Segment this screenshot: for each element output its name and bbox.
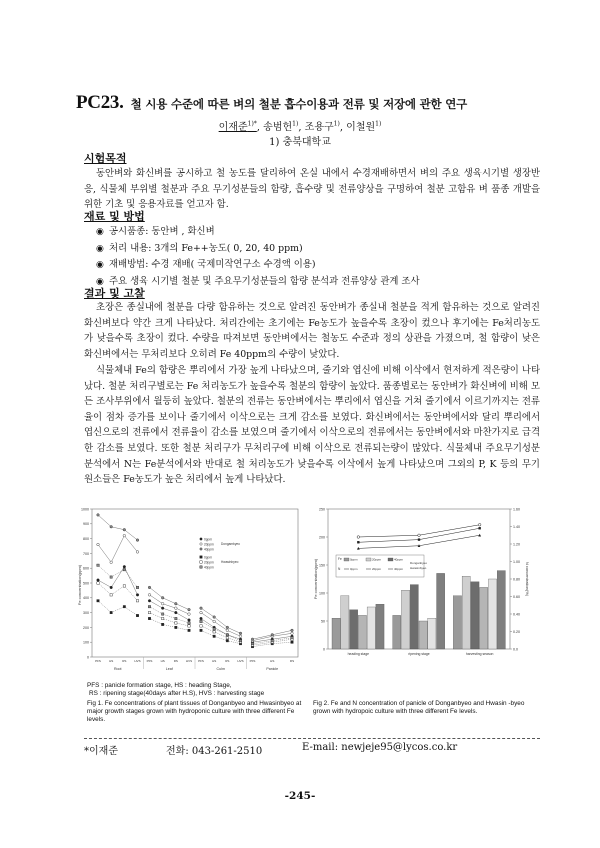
fig2-ytick-right-label: 1.20 bbox=[513, 542, 520, 547]
fig1-data-point bbox=[123, 534, 126, 537]
fig1-data-point bbox=[97, 514, 100, 517]
fig1-legend-marker bbox=[200, 556, 202, 558]
fig1-stage-label: RS bbox=[122, 659, 127, 663]
figure-1-caption: Fig 1. Fe concentrations of plant tissues of Donganbyeo and Hwasinbyeo at major growth stages grown with hydroponic culture with three different Fe levels. bbox=[87, 700, 302, 723]
fig1-data-point bbox=[226, 634, 228, 636]
bullet-icon: ◉ bbox=[96, 276, 104, 287]
fig2-ytick-right-label: 0.60 bbox=[513, 594, 520, 599]
fig2-bar bbox=[358, 615, 366, 649]
fig1-data-point bbox=[251, 638, 254, 641]
section-heading-methods: 재료 및 방법 bbox=[84, 210, 145, 223]
fig1-group-label: Root bbox=[113, 667, 122, 671]
fig1-data-point bbox=[110, 561, 113, 564]
fig2-legend-swatch bbox=[388, 558, 393, 561]
fig1-legend-label: 40ppm bbox=[204, 547, 214, 552]
figure-2-chart bbox=[312, 505, 530, 667]
bullet-icon: ◉ bbox=[96, 243, 104, 254]
fig1-group-label: Leaf bbox=[165, 667, 173, 671]
fig1-data-point bbox=[200, 620, 202, 622]
figure-note-line: PFS : panicle formation stage, HS : heading Stage, bbox=[87, 682, 232, 689]
fig1-legend-group: Hwasinbyeo bbox=[221, 560, 239, 564]
fig1-ytick-label: 0 bbox=[87, 655, 89, 660]
fig1-data-point bbox=[239, 632, 242, 635]
fig1-data-point bbox=[188, 622, 190, 624]
fig1-stage-label: HS bbox=[109, 659, 114, 663]
fig1-data-point bbox=[200, 607, 203, 610]
fig1-legend-marker bbox=[200, 561, 202, 563]
fig1-series-line bbox=[201, 613, 241, 637]
figure-2-caption: Fig 2. Fe and N concentration of panicle of Donganbyeo and Hwasin -byeo grown with hydropoic culture with three different Fe levels. bbox=[313, 700, 525, 715]
fig1-data-point bbox=[226, 629, 229, 632]
fig1-ytick-label: 200 bbox=[83, 625, 89, 630]
fig2-ylabel-left: Fe concentration(ppm) bbox=[313, 558, 318, 600]
fig1-series-line bbox=[150, 587, 190, 609]
fig1-data-point bbox=[110, 576, 112, 578]
page-number: -245- bbox=[284, 790, 316, 802]
author-second-sup: 1) bbox=[292, 120, 299, 128]
fig1-plot-frame bbox=[92, 509, 298, 657]
figure-notes bbox=[87, 682, 264, 698]
fig2-bar bbox=[393, 615, 401, 649]
fig1-ytick-label: 500 bbox=[83, 581, 89, 586]
fig1-legend-group: Dongambyeo bbox=[221, 542, 240, 546]
author-second: , 송범헌 bbox=[256, 122, 293, 133]
author-third-sup: 1) bbox=[333, 120, 340, 128]
fig1-stage-label: HVS bbox=[134, 659, 141, 663]
fig1-stage-label: RS bbox=[173, 659, 178, 663]
fig1-data-point bbox=[110, 525, 113, 528]
fig1-data-point bbox=[271, 640, 273, 642]
fig2-legend-label: 20ppm bbox=[372, 557, 382, 562]
fig1-stage-label: PFS bbox=[198, 659, 204, 663]
fig1-data-point bbox=[226, 626, 229, 629]
fig1-data-point bbox=[175, 602, 178, 605]
fig2-ytick-left-label: 100 bbox=[319, 591, 325, 596]
fig1-series-line bbox=[98, 515, 138, 540]
fig1-stage-label: HS bbox=[160, 659, 165, 663]
bullet-icon: ◉ bbox=[96, 260, 104, 271]
fig1-data-point bbox=[148, 605, 150, 607]
fig1-data-point bbox=[136, 539, 139, 542]
fig1-data-point bbox=[200, 629, 202, 631]
fig1-series-line bbox=[201, 626, 241, 642]
fig2-ylabel-right: N concentration(%) bbox=[525, 561, 530, 597]
fig1-data-point bbox=[110, 594, 112, 596]
fig1-stage-label: HS bbox=[212, 659, 217, 663]
fig1-data-point bbox=[123, 565, 126, 568]
fig2-ytick-left-label: 50 bbox=[321, 619, 325, 624]
fig1-data-point bbox=[161, 613, 163, 615]
fig1-series-line bbox=[98, 536, 138, 563]
fig1-ytick-label: 800 bbox=[83, 537, 89, 541]
affiliation: 1) 충북대학교 bbox=[269, 137, 331, 148]
fig1-legend-label: 20ppm bbox=[204, 560, 214, 565]
fig2-n-point bbox=[418, 534, 421, 537]
fig1-group-label: Panicle bbox=[266, 667, 279, 671]
fig2-ytick-right-label: 0.20 bbox=[513, 629, 520, 634]
fig1-series-line bbox=[98, 601, 138, 616]
purpose-paragraph: 동안벼와 화신벼를 공시하고 철 농도를 달리하여 온실 내에서 수경재배하면서 벼의 주요 생육시기별 생장반응, 식물체 부위별 철분과 주요 무기성분들의 함량, 흡수량 및 전류양상을 구명하여 철분 고함유 벼 품종 개발을 위한 기초 및 응용자료를 얻고자 함. bbox=[84, 168, 540, 211]
fig2-ytick-right-label: 1.40 bbox=[513, 524, 520, 529]
fig1-stage-label: HS bbox=[270, 659, 275, 663]
fig2-bar bbox=[376, 604, 384, 649]
list-item bbox=[96, 257, 536, 274]
fig1-data-point bbox=[148, 611, 150, 613]
fig1-data-point bbox=[136, 586, 138, 588]
fig1-series-line bbox=[150, 595, 190, 614]
list-item-text: 처리 내용: 3개의 Fe++농도( 0, 20, 40 ppm) bbox=[109, 242, 303, 254]
author-first-name: 이재준 bbox=[218, 122, 248, 133]
fig1-legend-label: 40ppm bbox=[204, 565, 214, 570]
section-heading-results: 결과 및 고찰 bbox=[84, 287, 145, 300]
fig2-legend-variety: Hwasinbyeo bbox=[410, 566, 427, 570]
fig2-legend-label: 40ppm bbox=[394, 557, 404, 562]
fig1-legend-marker bbox=[200, 538, 202, 540]
fig1-ytick-label: 400 bbox=[83, 596, 89, 601]
fig1-series-line bbox=[98, 565, 138, 587]
fig1-data-point bbox=[251, 642, 253, 644]
author-first bbox=[219, 122, 257, 133]
list-item-text: 주요 생육 시기별 철분 및 주요무기성분들의 함량 분석과 전류양상 관계 조사 bbox=[109, 275, 420, 287]
results-paragraph-1: 초장은 종실내에 철분을 다량 함유하는 것으로 알려진 동안벼가 종실내 철분을 적게 함유하는 것으로 알려진 화신벼보다 약간 크게 나타났다. 처리간에는 초기에는 Fe농도가 높을수록 초장이 컸으나 후기에는 Fe처리농도가 낮을수록 초장이 컸다. 수량을 따져보면 동안벼에서는 철농도 수준과 정의 상관을 가졌으며, 철 함량이 낮은 화신벼에서는 무처리보다 오히려 Fe 40ppm의 수량이 낮았다. bbox=[84, 302, 540, 360]
fig1-legend-label: 0ppm bbox=[204, 537, 212, 542]
fig1-data-point bbox=[148, 617, 150, 619]
fig2-ytick-right-label: 1.00 bbox=[513, 559, 520, 564]
title-text: 철 시용 수준에 따른 벼의 철분 흡수이용과 전류 및 저장에 관한 연구 bbox=[130, 97, 468, 111]
section-heading-purpose: 시험목적 bbox=[84, 152, 127, 165]
fig2-bar bbox=[497, 571, 505, 649]
fig1-series-line bbox=[150, 601, 190, 620]
fig1-data-point bbox=[188, 625, 190, 627]
fig2-bar bbox=[480, 587, 488, 649]
figure-1-chart bbox=[76, 505, 300, 677]
fig1-data-point bbox=[136, 551, 139, 554]
fig1-series-line bbox=[201, 608, 241, 633]
fig1-data-point bbox=[213, 635, 215, 637]
fig1-data-point bbox=[123, 568, 125, 570]
fig2-ytick-left-label: 250 bbox=[319, 507, 325, 512]
contact-name: *이재준 bbox=[84, 746, 118, 757]
fig1-data-point bbox=[97, 600, 99, 602]
fig1-stage-label: PFS bbox=[95, 659, 101, 663]
list-item bbox=[96, 241, 536, 258]
contact-email: E-mail: newjeje95@lycos.co.kr bbox=[302, 742, 458, 753]
fig1-data-point bbox=[175, 607, 178, 610]
list-item-text: 공시품종: 동안벼 , 화신벼 bbox=[109, 226, 215, 237]
fig1-series-line bbox=[201, 619, 241, 640]
fig1-data-point bbox=[161, 602, 164, 605]
fig1-data-point bbox=[200, 617, 203, 620]
author-first-sup: 1)* bbox=[247, 120, 257, 128]
list-item-text: 재배방법: 수경 재배( 국제미작연구소 수경액 이용) bbox=[109, 259, 316, 271]
fig1-ytick-label: 900 bbox=[83, 522, 89, 527]
fig1-stage-label: PFS bbox=[249, 659, 256, 663]
fig1-data-point bbox=[291, 641, 293, 643]
fig1-legend-marker bbox=[200, 543, 202, 545]
fig1-stage-label: RS bbox=[289, 659, 295, 663]
fig1-data-point bbox=[123, 585, 125, 587]
fig2-legend-label: 0ppm bbox=[350, 567, 358, 572]
fig2-bar bbox=[367, 607, 375, 649]
fig1-stage-label: HVS bbox=[185, 659, 193, 663]
list-item bbox=[96, 274, 536, 291]
fig1-legend-marker bbox=[200, 566, 202, 568]
fig1-data-point bbox=[136, 614, 138, 616]
fig2-bar bbox=[341, 596, 349, 649]
fig2-n-point bbox=[418, 538, 420, 540]
fig1-legend-marker bbox=[200, 548, 202, 550]
fig1-data-point bbox=[97, 582, 99, 584]
fig2-bar bbox=[437, 573, 445, 649]
fig1-data-point bbox=[175, 617, 177, 619]
fig2-legend-variety: Donganbyeo bbox=[410, 561, 428, 565]
fig2-bar bbox=[471, 582, 479, 649]
fig1-data-point bbox=[161, 623, 163, 625]
fig1-data-point bbox=[291, 632, 294, 635]
fig1-stage-label: HVS bbox=[237, 659, 244, 663]
fig1-data-point bbox=[188, 608, 191, 611]
fig1-data-point bbox=[161, 607, 164, 610]
bullet-icon: ◉ bbox=[96, 227, 104, 237]
fig2-ytick-right-label: 0.40 bbox=[513, 612, 520, 617]
contact-phone: 전화: 043-261-2510 bbox=[166, 746, 263, 757]
fig1-data-point bbox=[148, 599, 151, 602]
fig1-data-point bbox=[175, 622, 177, 624]
fig1-data-point bbox=[161, 597, 164, 600]
fig2-legend-swatch bbox=[344, 558, 349, 561]
fig1-series-line bbox=[201, 630, 241, 643]
fig1-data-point bbox=[175, 611, 178, 614]
fig2-legend-title: Fe bbox=[338, 557, 342, 561]
fig2-bar bbox=[419, 621, 427, 649]
fig2-ytick-right-label: 1.60 bbox=[513, 507, 520, 512]
fig2-legend-label: 0ppm bbox=[350, 557, 358, 562]
fig1-series-line bbox=[98, 567, 138, 595]
fig2-bar bbox=[350, 610, 358, 649]
fig2-legend-swatch bbox=[366, 558, 371, 561]
fig1-group-label: Culm bbox=[216, 667, 225, 671]
fig1-data-point bbox=[97, 579, 100, 582]
fig2-category-label: harvesting season bbox=[465, 652, 494, 656]
fig1-ytick-label: 600 bbox=[83, 566, 89, 571]
fig1-data-point bbox=[148, 586, 151, 589]
fig1-ytick-label: 700 bbox=[83, 551, 89, 556]
fig2-bar bbox=[332, 618, 340, 649]
poster-code: PC23. bbox=[76, 92, 124, 113]
fig2-ytick-right-label: 0.80 bbox=[513, 577, 520, 582]
fig1-data-point bbox=[226, 637, 228, 639]
fig2-ytick-left-label: 150 bbox=[319, 563, 325, 568]
fig1-legend-label: 20ppm bbox=[204, 542, 214, 547]
fig2-ytick-left-label: 200 bbox=[319, 535, 325, 540]
author-third: , 조용구 bbox=[298, 122, 334, 133]
fig1-series-line bbox=[150, 607, 190, 623]
fig1-data-point bbox=[213, 620, 216, 623]
fig1-data-point bbox=[213, 631, 215, 633]
fig2-category-label: heading stage bbox=[347, 652, 369, 656]
fig1-series-line bbox=[98, 583, 138, 601]
fig1-ylabel: Fe concentration(ppm) bbox=[77, 564, 82, 606]
list-item bbox=[96, 224, 536, 241]
fig1-data-point bbox=[123, 528, 126, 531]
fig2-bar bbox=[453, 596, 461, 649]
fig1-data-point bbox=[188, 629, 190, 631]
fig1-data-point bbox=[213, 616, 216, 619]
fig1-data-point bbox=[136, 594, 139, 597]
fig2-ytick-right-label: 0.0 bbox=[513, 647, 518, 652]
results-paragraph-2: 식물체내 Fe의 함량은 뿌리에서 가장 높게 나타났으며, 줄기와 엽신에 비해 이삭에서 현저하게 적은량이 나타났다. 철분 처리구별로는 Fe 처리농도가 높을수록 철분의 함량이 높았다. 품종별로는 동안벼가 화신벼에 비해 모든 조사부위에서 월등히 높았다. 철분의 전류는 동안벼에서는 뿌리에서 엽신을 거쳐 줄기에서 이르기까지는 전류율이 점차 증가를 보이나 줄기에서 이삭으로는 크게 감소를 보였다. 화신벼에서는 동안벼에서와 달리 뿌리에서 엽신으로의 전류에서 전류율이 감소를 보였으며 줄기에서 이삭으로의 전류에서는 동안벼에서와 마찬가지로 급격한 감소를 보였다. 또한 철분 처리구가 무처리구에 비해 이삭으로 전류되는량이 많았다. 식물체내 주요무기성분 분석에서 N는 Fe분석에서와 반대로 철 처리농도가 낮을수록 이삭에서 높게 나타났으며 그외의 P, K 등의 무기원소들은 Fe농도가 높은 처리에서 높게 나타났다. bbox=[84, 365, 540, 486]
fig2-bar bbox=[488, 579, 496, 649]
fig1-data-point bbox=[226, 640, 228, 642]
fig2-bar bbox=[428, 618, 436, 649]
fig1-data-point bbox=[175, 626, 177, 628]
fig1-data-point bbox=[110, 611, 112, 613]
fig2-category-label: ripening stage bbox=[408, 652, 430, 656]
fig1-ytick-label: 1000 bbox=[81, 507, 89, 512]
fig1-stage-label: PFS bbox=[146, 659, 153, 663]
fig2-bar bbox=[462, 576, 470, 649]
fig1-series-line bbox=[150, 613, 190, 626]
fig1-data-point bbox=[291, 629, 294, 632]
fig1-data-point bbox=[271, 634, 274, 637]
fig1-data-point bbox=[200, 625, 202, 627]
fig1-data-point bbox=[239, 635, 242, 638]
author-list bbox=[0, 118, 600, 133]
fig2-n-point bbox=[478, 527, 480, 529]
methods-list bbox=[96, 224, 536, 290]
fig2-legend-label: 20ppm bbox=[372, 567, 382, 572]
fig2-n-point bbox=[357, 541, 359, 543]
fig1-series-line bbox=[150, 619, 190, 631]
fig1-ytick-label: 100 bbox=[83, 640, 89, 645]
fig1-data-point bbox=[188, 619, 191, 622]
fig1-data-point bbox=[136, 600, 138, 602]
fig1-data-point bbox=[110, 586, 113, 589]
fig2-bar bbox=[410, 585, 418, 649]
fig2-n-point bbox=[357, 536, 360, 539]
fig1-legend-label: 0ppm bbox=[204, 555, 212, 560]
fig2-ytick-left-label: 0 bbox=[323, 647, 325, 652]
fig1-data-point bbox=[239, 640, 241, 642]
fig1-data-point bbox=[213, 628, 215, 630]
fig1-data-point bbox=[97, 564, 99, 566]
fig1-data-point bbox=[97, 543, 100, 546]
fig1-data-point bbox=[200, 611, 203, 614]
fig1-data-point bbox=[291, 637, 293, 639]
author-fourth-sup: 1) bbox=[375, 120, 382, 128]
figure-note-line: RS : ripening stage(40days after H.S), HVS : harvesting stage bbox=[89, 690, 265, 697]
fig1-stage-label: RS bbox=[225, 659, 230, 663]
fig2-legend-title: N bbox=[338, 567, 341, 571]
fig2-bar bbox=[401, 590, 409, 649]
fig1-data-point bbox=[123, 605, 125, 607]
fig2-n-point bbox=[478, 534, 481, 537]
fig2-n-point bbox=[478, 523, 481, 526]
fig1-ytick-label: 300 bbox=[83, 611, 89, 615]
author-fourth: , 이철원 bbox=[339, 122, 376, 133]
fig1-data-point bbox=[161, 617, 163, 619]
fig1-data-point bbox=[188, 613, 191, 616]
footer-divider bbox=[84, 738, 540, 739]
paper-title bbox=[76, 92, 546, 114]
fig2-legend-label: 40ppm bbox=[394, 567, 404, 572]
fig1-data-point bbox=[148, 594, 151, 597]
